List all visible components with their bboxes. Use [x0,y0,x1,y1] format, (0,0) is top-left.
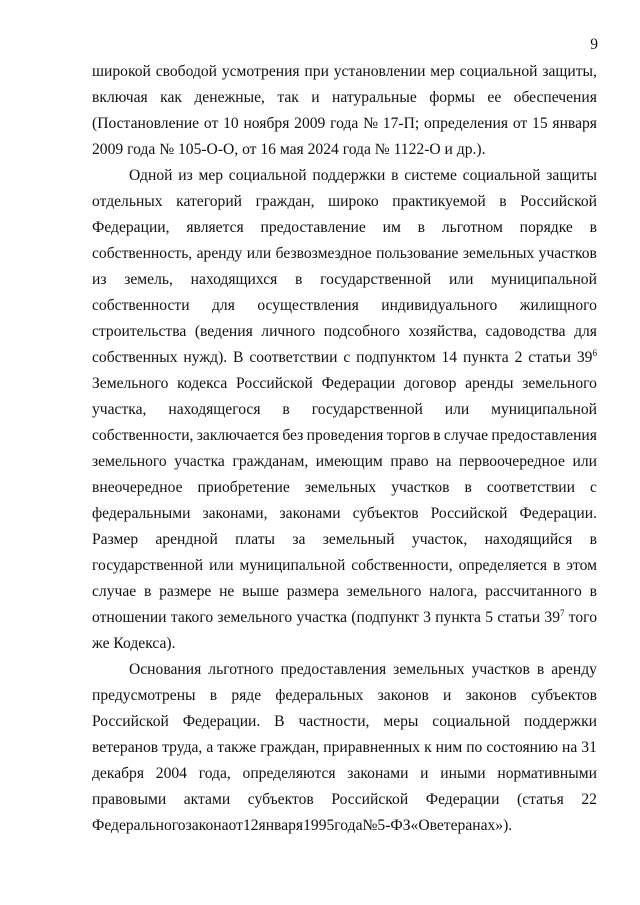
text-line [92,423,597,449]
word: Земельного [92,375,169,392]
word: аренду [196,245,243,262]
word: ноября [243,115,290,132]
text-line [92,59,597,85]
word: и [443,687,452,704]
word: договор [403,375,457,392]
word: Российской [236,375,313,392]
word: участков [471,661,530,678]
word: $39^7$ [544,608,565,626]
word: широко [328,193,379,210]
word: платы [235,531,276,548]
word: социальной [228,167,307,184]
word: гражданам, [232,453,309,470]
word: из [92,271,107,288]
word: пункта [435,609,481,626]
word: Федерального [92,817,186,834]
word: предоставление [260,219,366,236]
word: земельного [217,609,293,626]
word: января [552,115,597,132]
superscript-index: 7 [559,608,565,618]
word: 2009 [294,115,326,132]
word: 2009 года № 105-О-О, от 16 мая 2024 года № 1122-О и др.). [92,141,486,158]
word: собственности, [351,557,453,574]
word: кодекса [177,375,228,392]
word: первоочередное [458,453,565,470]
word: 5 [485,609,494,626]
word: льготном [441,219,503,236]
word: отдельных [92,193,163,210]
word: индивидуального [381,297,498,314]
word: заключается [196,427,280,444]
word: земельного [92,453,167,470]
word: Российской [520,193,597,210]
word: декабря [92,765,145,782]
word: случае [92,583,137,600]
word: определяются [242,765,336,782]
text-line [92,189,597,215]
word: по [466,739,483,756]
word: не [219,583,235,600]
word: или [209,557,234,574]
word: порядке [519,219,573,236]
word: Федерации [425,791,500,808]
word: нужд). [183,349,228,366]
text-line [92,319,597,345]
word: же Кодекса). [92,635,176,652]
text-line [92,241,597,267]
word: налога, [429,583,478,600]
superscript-index: 6 [592,348,597,358]
word: защиты, [542,63,597,80]
text-line [92,787,597,813]
word: в [464,479,472,496]
text-line [92,345,597,371]
word: ветеранов [92,739,159,756]
word: проведения [306,427,384,444]
word: государственной [320,271,432,288]
word: земельного [346,583,422,600]
word: с [590,479,597,496]
word: практикуемой [392,193,486,210]
word: 3 [423,609,431,626]
word: 17-П; [382,115,420,132]
word: законами, [202,505,268,522]
text-line [92,137,597,163]
word: в [295,271,303,288]
word: в [499,193,507,210]
word: пользование [376,245,459,262]
text-line [92,527,597,553]
word: Федерации. [519,505,597,522]
text-line [92,163,597,189]
word: соответствии [249,349,338,366]
word: нормативными [497,765,597,782]
word: размере [159,583,212,600]
text-line [92,735,597,761]
word: определения [423,115,509,132]
word: 12 [242,817,259,834]
word: денежные, [194,89,265,106]
word: законами [279,505,341,522]
word: собственность, [92,245,193,262]
word: состоянию [486,739,559,756]
word: за [292,531,306,548]
word: системе [404,167,457,184]
text-line [92,709,597,735]
word: земельный [322,531,395,548]
word: Федерации. [182,713,261,730]
word: поддержки [524,713,597,730]
word: в [417,219,425,236]
word: государственной [311,401,423,418]
word: от [203,115,219,132]
word: личного [261,323,316,340]
word: и [311,89,320,106]
word: собственности [92,297,190,314]
word: федеральными [92,505,191,522]
word: меры [383,713,419,730]
word: установлении [333,63,426,80]
word: или [572,453,597,470]
word: «О [410,817,430,834]
text-line [92,293,597,319]
word: актами [183,791,231,808]
text-line [92,813,597,839]
word: на [436,453,452,470]
word: для [574,323,597,340]
word: внеочередное [92,479,183,496]
word: № [363,115,379,132]
word: (подпункт [351,609,419,626]
word: законов [465,687,517,704]
word: участка, [92,401,147,418]
word: также [217,739,257,756]
text-line [92,85,597,111]
word: ветеранах»). [429,817,513,834]
word: включая [92,89,148,106]
word: участок, [411,531,468,548]
word: закона [185,817,229,834]
word: в [589,531,597,548]
text-line [92,449,597,475]
word: от [228,817,243,834]
word: собственных [92,349,178,366]
word: пункта [462,349,509,366]
word: федеральных [275,687,364,704]
word: (Постановление [92,115,200,132]
word: правовыми [92,791,167,808]
word: осуществления [257,297,359,314]
word: 2004 [155,765,187,782]
word: муниципальной [491,401,597,418]
word: в [433,427,441,444]
word: арендной [155,531,218,548]
word: такого [170,609,214,626]
word: соответствии [486,479,576,496]
word: 5-ФЗ [377,817,411,834]
word: для [211,297,235,314]
word: частности, [298,713,370,730]
word: льготного [208,661,274,678]
word: Основания [129,661,202,678]
word: в [143,583,152,600]
word: мер [198,167,224,184]
word: мер [430,63,455,80]
text-line [92,761,597,787]
word: выше [242,583,279,600]
word: хозяйства, [408,323,477,340]
page-number: 9 [590,36,598,53]
word: предусмотрены [92,687,196,704]
word: право [390,453,429,470]
word: им [382,219,401,236]
word: земельных [393,661,465,678]
word: Российской [430,505,508,522]
text-line [92,683,597,709]
word: усмотрения [221,63,300,80]
word: 1995 [303,817,335,834]
word: натуральные [332,89,417,106]
text-line [92,657,597,683]
word: в [209,687,218,704]
word: ним [435,739,463,756]
word: № [362,817,378,834]
word: находящихся [190,271,278,288]
word: так [277,89,299,106]
word: в [589,219,597,236]
word: ее [487,89,502,106]
text-line [92,111,597,137]
word: приравненных [323,739,421,756]
word: Размер [92,531,139,548]
word: статьи [528,349,571,366]
word: или [448,271,474,288]
word: года [330,115,359,132]
paragraph [92,59,597,163]
word: земельных [462,245,535,262]
word: социальной [432,713,511,730]
word: из [178,167,193,184]
word: 2 [514,349,523,366]
word: с [343,349,351,366]
word: участка [296,609,347,626]
word: участка [174,453,225,470]
word: рассчитанного [485,583,582,600]
word: подсобного [323,323,400,340]
word: аренду [551,661,597,678]
word: защиты [546,167,597,184]
word: труда, [162,739,203,756]
word: является [186,219,244,236]
word: в [589,583,597,600]
word: отношении [92,609,167,626]
word: размера [286,583,339,600]
text-line [92,267,597,293]
text-line [92,501,597,527]
word: законами [347,765,409,782]
word: муниципальной [239,557,346,574]
word: свободой [155,63,218,80]
word: Федерации [321,375,396,392]
text-line [92,553,597,579]
text-line [92,371,597,397]
word: законов [377,687,429,704]
word: аренды [465,375,514,392]
word: собственности, [92,427,194,444]
word: (ведения [194,323,253,340]
text-line [92,605,597,631]
word: или [246,245,272,262]
word: безвозмездное [275,245,372,262]
word: земельных [304,479,377,496]
word: иными [440,765,486,782]
word: этом [566,557,597,574]
word: 14 [441,349,458,366]
word: жилищного [519,297,597,314]
word: граждан, [260,739,320,756]
text-line [92,215,597,241]
word: граждан, [255,193,315,210]
word: в [536,661,545,678]
word: января [258,817,304,834]
word: земельного [522,375,597,392]
word: года, [198,765,231,782]
text-line [92,397,597,423]
word: Одной [129,167,173,184]
body-text [92,59,597,839]
word: категорий [176,193,243,210]
word: при [304,63,329,80]
word: подпунктом [356,349,436,366]
word: предоставления [491,427,597,444]
word: участков [391,479,450,496]
word: без [282,427,304,444]
word: Российской [92,713,169,730]
word: формы [429,89,475,106]
word: в [553,557,561,574]
text-line [92,579,597,605]
word: случае [443,427,489,444]
word: обеспечения [513,89,597,106]
word: или [444,401,470,418]
word: к [424,739,432,756]
word: садоводства [485,323,566,340]
word: В [274,713,285,730]
word: 10 [223,115,239,132]
word: предоставления [280,661,387,678]
word: социальной [459,63,538,80]
text-line [92,631,597,657]
word: социальной [462,167,541,184]
word: на [562,739,578,756]
word: ряде [231,687,262,704]
word: находящегося [168,401,261,418]
word: приобретение [197,479,290,496]
word: 31 [581,739,597,756]
word: муниципальной [491,271,597,288]
word: (статья [517,791,564,808]
word: торгов [386,427,430,444]
word: находящийся [484,531,573,548]
word: того [568,609,597,626]
word: В [233,349,244,366]
word: 22 [581,791,597,808]
word: $39^6$ [576,348,597,366]
word: 15 [532,115,548,132]
word: субъектов [247,791,314,808]
word: участков [538,245,597,262]
text-line [92,475,597,501]
word: в [391,167,399,184]
word: определяется [458,557,548,574]
word: года [334,817,363,834]
word: и [420,765,429,782]
word: Российской [331,791,409,808]
word: земель, [124,271,173,288]
word: от [512,115,528,132]
word: как [160,89,182,106]
word: субъектов [352,505,419,522]
word: строительства [92,323,187,340]
word: широкой [92,63,151,80]
word: в [282,401,290,418]
word: а [206,739,214,756]
word: поддержки [312,167,386,184]
paragraph [92,657,597,839]
word: субъектов [531,687,597,704]
word: статьи [497,609,541,626]
word: государственной [92,557,204,574]
word: Федерации, [92,219,170,236]
word: имеющим [315,453,383,470]
paragraph [92,163,597,657]
